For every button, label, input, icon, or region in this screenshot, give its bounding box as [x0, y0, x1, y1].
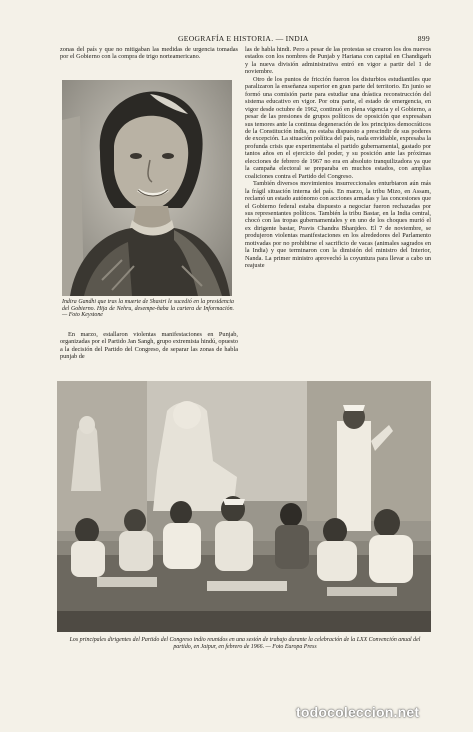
- watermark-text: todocoleccion.net: [296, 704, 420, 720]
- portrait-caption: Indira Gandhi que tras la muerte de Shastri le sucedió en la presidencia del Gobierno. Hija de Nehru, desempe-ñaba la cartera de Información. — Foto Keystone: [62, 299, 234, 319]
- indira-gandhi-portrait-photo: [62, 80, 232, 296]
- page-number: 899: [417, 34, 430, 43]
- paragraph: las de habla hindi. Pero a pesar de las protestas se crearon los dos nuevos estados con los nombres de Punjab y Hariana con capital en Chandigarh y la nueva división administrativa entró en vigor a partir del 1 de noviembre.: [245, 46, 431, 76]
- right-column-text: [245, 46, 431, 270]
- running-title: GEOGRAFÍA E HISTORIA. — INDIA: [178, 34, 309, 43]
- paragraph: En marzo, estallaron violentas manifestaciones en Punjab, organizadas por el Partido Jan Sangh, grupo extremista hindú, opuesto a la decisión del Partido del Congreso, de separar las zonas de habla punjab de: [60, 331, 238, 361]
- running-header: [60, 34, 430, 46]
- paragraph: zonas del país y que no mitigaban las medidas de urgencia tomadas por el Gobierno con la compra de trigo norteamericano.: [60, 46, 238, 61]
- portrait-image: [62, 80, 232, 296]
- watermark-logo: [296, 704, 419, 720]
- left-column-bottom-text: [60, 331, 238, 361]
- group-image: [57, 381, 431, 632]
- congress-party-meeting-photo: [57, 381, 431, 632]
- left-column-top-text: [60, 46, 238, 61]
- paragraph: Otro de los puntos de fricción fueron los disturbios estudiantiles que paralizaron la enseñanza superior en gran parte del territorio. En junio se formó una comisión parte para estudiar una drástica reconstrucción del sistema educativo en vigor. Por otra parte, el estado de emergencia, en vigor desde octubre de 1962, continuó en plena vigencia y el Gobierno, a pesar de las presiones de grupos políticos de oposición que expresaban sus temores ante la continua degeneración de los principios democráticos de la Constitución india, no estaba dispuesto a prescindir de sus poderes de excepción. La situación política del país, nada envidiable, expresaba la profunda crisis que experimentaba el partido gubernamental, gastado por tantos años en el ejercicio del poder, y su posición ante las próximas elecciones de febrero de 1967 no era en absoluto tranquilizadora ya que la campaña electoral se preparaba en muchos estados, con amplias coaliciones contra el Partido del Congreso.: [245, 75, 431, 180]
- paragraph: También diversos movimientos insurreccionales enturbiaron aún más la frágil situación interna del país. En marzo, la tribu Mizo, en Assam, reclamó un estado autónomo con acciones armadas y las concesiones que el Gobierno federal estaba dispuesto a negociar fueron rechazadas por sus representantes políticos. También la tribu Bastar, en la India central, chocó con las tropas gubernamentales y en uno de los choques murió el ex dirigente bastar, Pravis Chandra Bhanjdeo. El 7 de noviembre, se produjeron violentas manifestaciones en los alrededores del Parlamento motivadas por no prohibirse el sacrificio de vacas (animales sagrados en la India) y que terminaron con la dimisión del ministro del Interior, Nanda. La primer ministro aprovechó la coyuntura para llevar a cabo un reajuste: [245, 180, 431, 270]
- group-photo-caption: Los principales dirigentes del Partido del Congreso indio reunidos en una sesión de trabajo durante la celebración de la LXX Convención anual del partido, en Jaipur, en febrero de 1966. — Foto Europa Press: [69, 637, 421, 650]
